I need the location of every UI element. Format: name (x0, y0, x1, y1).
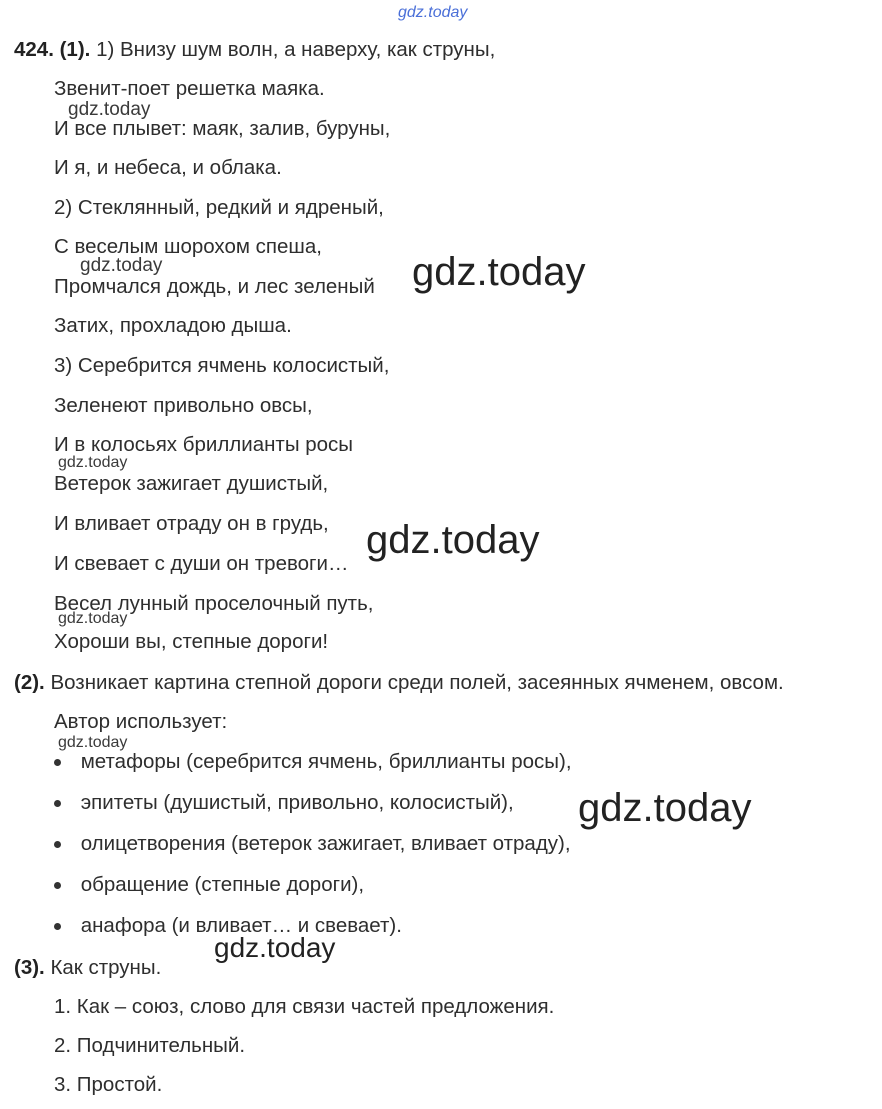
watermark: gdz.today (80, 255, 163, 276)
part2-header (14, 671, 784, 695)
part3-item-3: 3. Простой. (54, 1073, 163, 1096)
poem-line-2: Звенит-поет решетка маяка. (54, 77, 325, 100)
watermark-top: gdz.today (398, 4, 468, 21)
bullet-icon (54, 759, 61, 766)
poem-line-8: Затих, прохладою дыша. (54, 314, 292, 337)
list-item: метафоры (серебрится ячмень, бриллианты росы), (54, 750, 572, 774)
watermark: gdz.today (58, 454, 128, 471)
watermark: gdz.today (68, 99, 151, 120)
bullet-icon (54, 923, 61, 930)
list-item: эпитеты (душистый, привольно, колосистый), (54, 791, 514, 815)
poem-line-12: Ветерок зажигает душистый, (54, 472, 329, 495)
poem-line-13: И вливает отраду он в грудь, (54, 512, 329, 535)
part2-label: (2). (14, 671, 45, 694)
part2-intro: Автор использует: (54, 710, 228, 733)
poem-line-10: Зеленеют привольно овсы, (54, 394, 313, 417)
task-header (14, 38, 495, 62)
watermark-big: gdz.today (366, 518, 540, 562)
watermark: gdz.today (214, 932, 336, 963)
watermark: gdz.today (58, 734, 128, 751)
part3-text: Как струны. (50, 956, 162, 979)
poem-line-7: Промчался дождь, и лес зеленый (54, 275, 375, 298)
bullet-icon (54, 800, 61, 807)
watermark-big: gdz.today (578, 786, 752, 830)
bullet-icon (54, 882, 61, 889)
poem-line-16: Хороши вы, степные дороги! (54, 630, 329, 653)
part2-text: Возникает картина степной дороги среди полей, засеянных ячменем, овсом. (50, 671, 784, 694)
watermark-big: gdz.today (412, 250, 586, 294)
part3-item-2: 2. Подчинительный. (54, 1034, 246, 1057)
part3-header (14, 956, 161, 980)
task-number: 424. (1). (14, 38, 91, 61)
list-item: олицетворения (ветерок зажигает, вливает отраду), (54, 832, 571, 856)
poem-line-3: И все плывет: маяк, залив, буруны, (54, 117, 391, 140)
poem-line-11: И в колосьях бриллианты росы (54, 433, 354, 456)
poem-line-9: 3) Серебрится ячмень колосистый, (54, 354, 390, 377)
part3-item-1: 1. Как – союз, слово для связи частей предложения. (54, 995, 555, 1018)
part3-label: (3). (14, 956, 45, 979)
watermark: gdz.today (58, 610, 128, 627)
poem-line-14: И свевает с души он тревоги… (54, 552, 349, 575)
poem-line-4: И я, и небеса, и облака. (54, 156, 282, 179)
poem-line-5: 2) Стеклянный, редкий и ядреный, (54, 196, 384, 219)
poem-line-6: С веселым шорохом спеша, (54, 235, 322, 258)
poem-line-1: 1) Внизу шум волн, а наверху, как струны, (96, 38, 496, 61)
list-item: обращение (степные дороги), (54, 873, 364, 897)
poem-line-15: Весел лунный проселочный путь, (54, 592, 374, 615)
list-item: анафора (и вливает… и свевает). (54, 914, 402, 938)
bullet-icon (54, 841, 61, 848)
